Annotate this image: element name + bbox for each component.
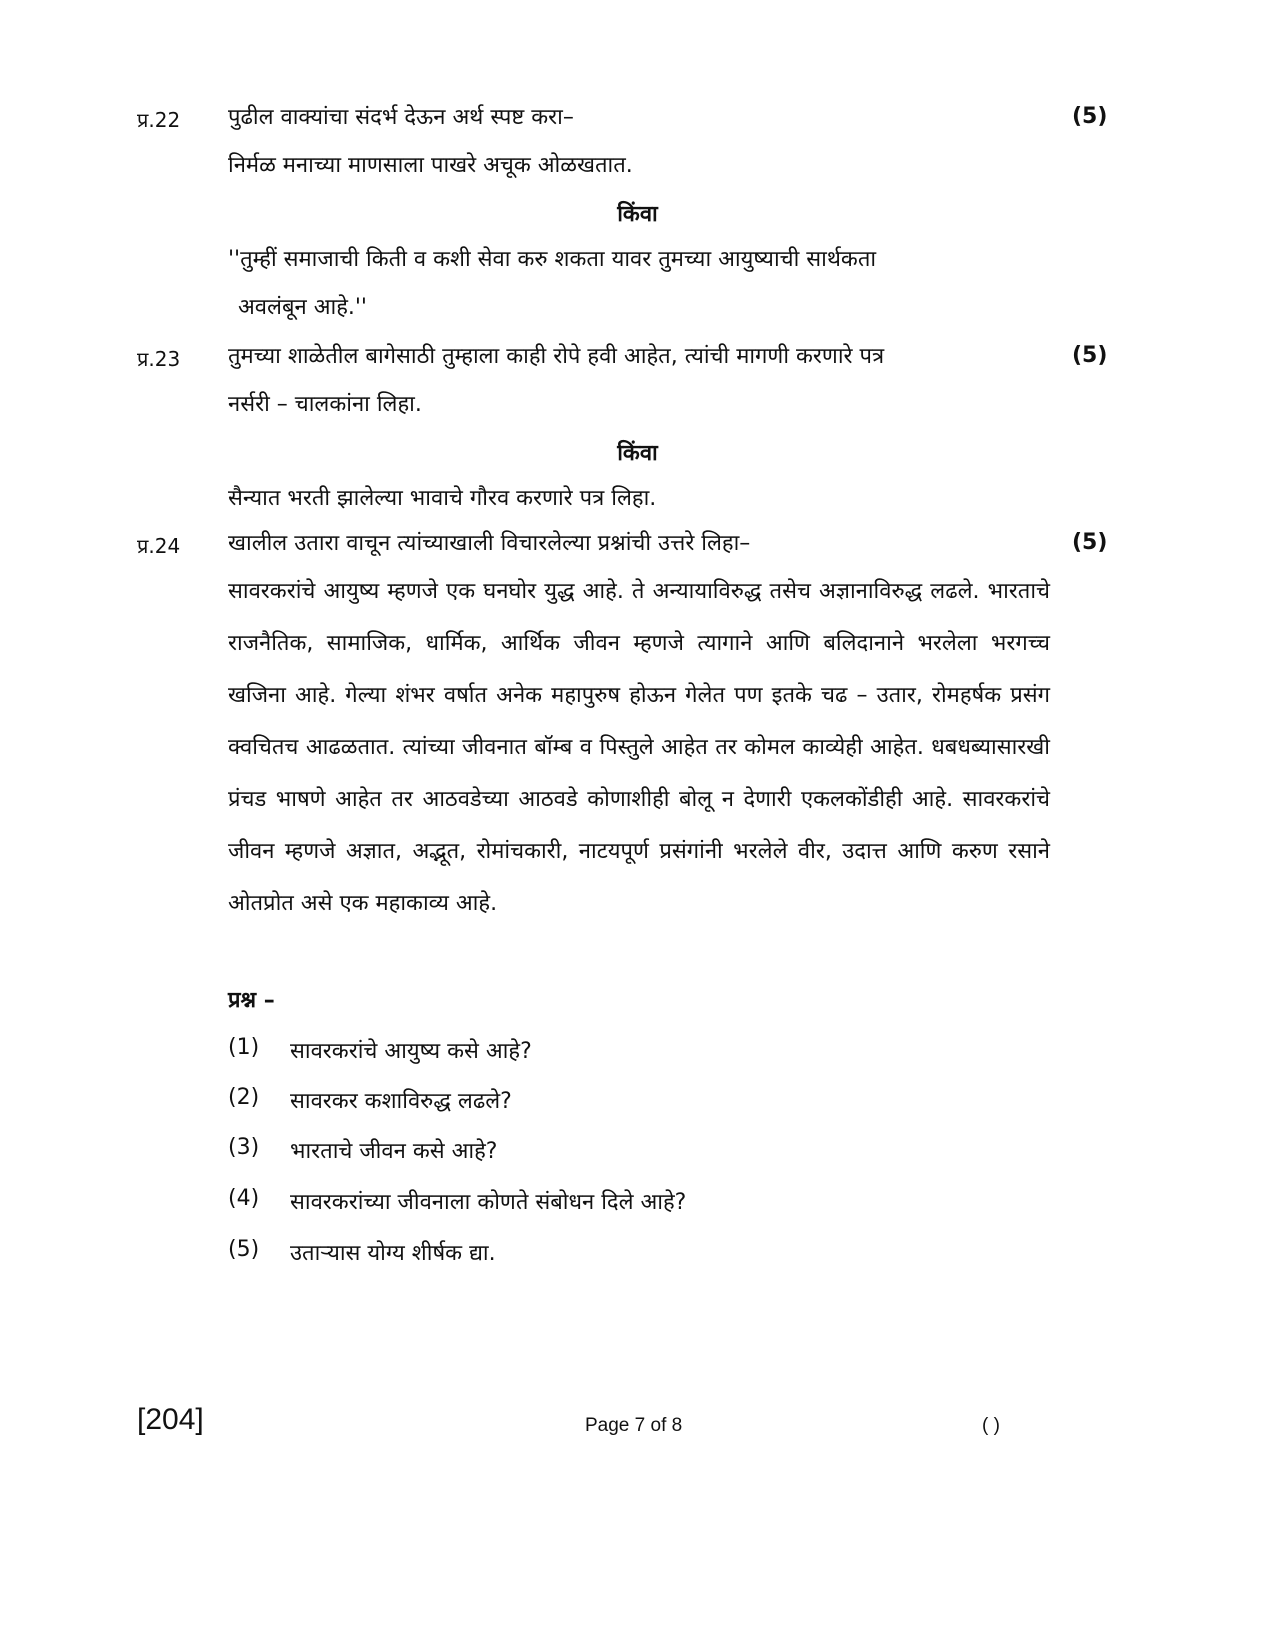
question-line: सैन्यात भरती झालेल्या भावाचे गौरव करणारे पत्र लिहा. [228, 486, 657, 511]
question-line: नर्सरी – चालकांना लिहा. [228, 392, 422, 417]
questions-heading: प्रश्न – [228, 988, 275, 1013]
passage: सावरकरांचे आयुष्य म्हणजे एक घनघोर युद्ध आहे. ते अन्यायाविरुद्ध तसेच अज्ञानाविरुद्ध लढले. भारताचे राजनैतिक, सामाजिक, धार्मिक, आर्थिक जीवन म्हणजे त्यागाने आणि बलिदानाने भरलेला भरगच्च खजिना आहे. गेल्या शंभर वर्षात अनेक महापुरुष होऊन गेलेत पण इतके चढ – उतार, रोमहर्षक प्रसंग क्वचितच आढळतात. त्यांच्या जीवनात बॉम्ब व पिस्तुले आहेत तर कोमल काव्येही आहेत. धबधब्यासारखी प्रंचड भाषणे आहेत तर आठवडेच्या आठवडे कोणाशीही बोलू न देणारी एकलकोंडीही आहे. सावरकरांचे जीवन म्हणजे अज्ञात, अद्भूत, रोमांचकारी, नाटयपूर्ण प्रसंगांनी भरलेले वीर, उदात्त आणि करुण रसाने ओतप्रोत असे एक महाकाव्य आहे. [228, 579, 1050, 916]
list-item-number: (5) [228, 1237, 260, 1262]
marks: (5) [1072, 343, 1108, 368]
paper-code: [204] [137, 1403, 204, 1436]
list-item: उताऱ्यास योग्य शीर्षक द्या. [290, 1241, 496, 1266]
marks: (5) [1072, 530, 1108, 555]
question-number: प्र.24 [137, 534, 181, 558]
or-separator: किंवा [617, 441, 658, 466]
list-item: सावरकरांचे आयुष्य कसे आहे? [290, 1039, 532, 1064]
marks: (5) [1072, 104, 1108, 129]
list-item-number: (1) [228, 1035, 260, 1060]
question-instruction: पुढील वाक्यांचा संदर्भ देऊन अर्थ स्पष्ट करा– [228, 105, 574, 130]
list-item-number: (2) [228, 1085, 260, 1110]
list-item-number: (4) [228, 1186, 260, 1211]
question-instruction: खालील उतारा वाचून त्यांच्याखाली विचारलेल्या प्रश्नांची उत्तरे लिहा– [228, 531, 751, 556]
or-separator: किंवा [617, 202, 658, 227]
footer-right-mark: ( ) [982, 1415, 1000, 1436]
question-line: अवलंबून आहे.'' [238, 295, 367, 320]
list-item: सावरकर कशाविरुद्ध लढले? [290, 1089, 512, 1114]
question-number: प्र.23 [137, 347, 181, 371]
question-line: तुमच्या शाळेतील बागेसाठी तुम्हाला काही रोपे हवी आहेत, त्यांची मागणी करणारे पत्र [228, 344, 885, 369]
question-number: प्र.22 [137, 108, 181, 132]
list-item: भारताचे जीवन कसे आहे? [290, 1139, 498, 1164]
list-item-number: (3) [228, 1135, 260, 1160]
question-line: निर्मळ मनाच्या माणसाला पाखरे अचूक ओळखतात. [228, 153, 633, 178]
list-item: सावरकरांच्या जीवनाला कोणते संबोधन दिले आहे? [290, 1190, 687, 1215]
question-line: ''तुम्हीं समाजाची किती व कशी सेवा करु शकता यावर तुमच्या आयुष्याची सार्थकता [228, 247, 877, 272]
page-number: Page 7 of 8 [585, 1415, 683, 1436]
